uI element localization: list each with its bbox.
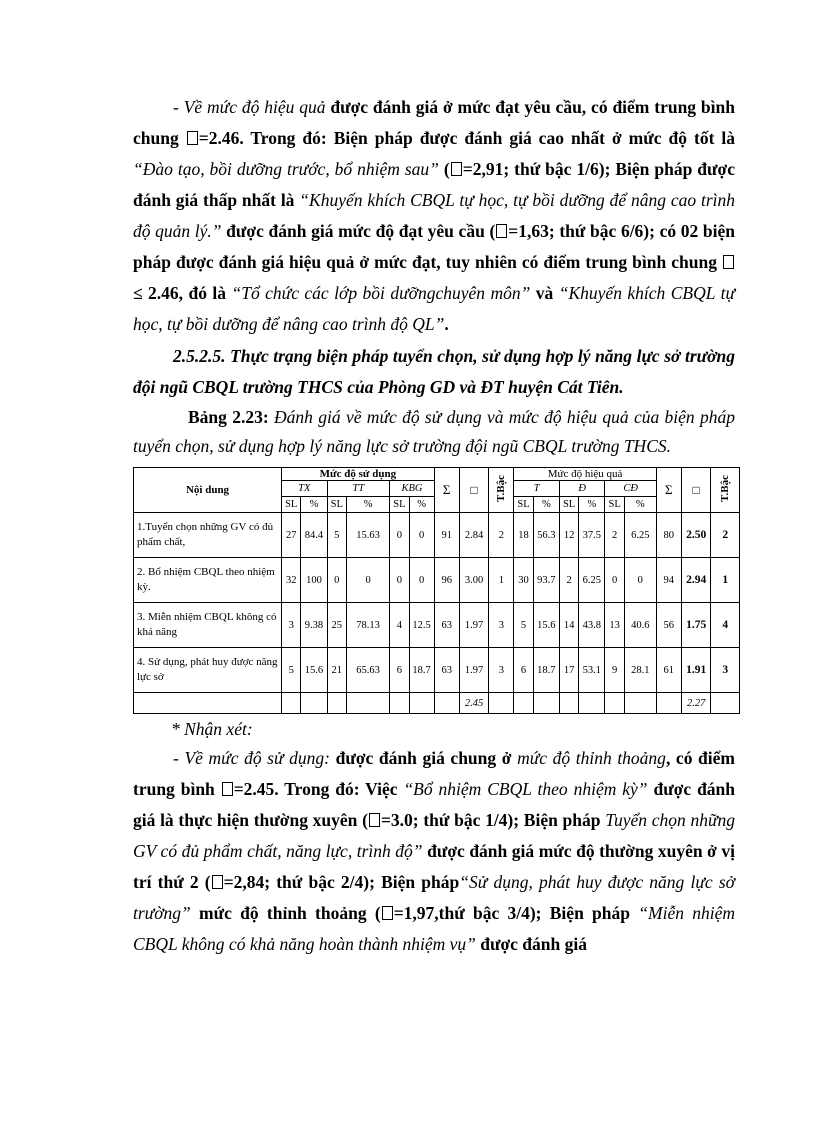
effect-cell: 28.1 [624,648,656,693]
usage-cell: 5 [282,648,301,693]
effect-mean: 2.50 [681,513,711,558]
row-content: 4. Sử dụng, phát huy được năng lực sở [134,648,282,693]
table-caption: Bảng 2.23: Đánh giá về mức độ sử dụng và mức độ hiệu quả của biện pháp tuyển chọn, sử dụng hợp lý năng lực sở trường đội ngũ CBQL trường THCS. [133,407,736,456]
level-tt: TT [327,481,390,497]
mean-symbol [496,224,507,238]
effect-rank: 4 [711,603,740,648]
effect-cell: 9 [605,648,624,693]
effect-cell: 2 [605,513,624,558]
usage-cell: 0 [346,558,389,603]
section-heading: 2.5.2.5. Thực trạng biện pháp tuyển chọn, sử dụng hợp lý năng lực sở trường đội ngũ CBQL trường THCS của Phòng GD và ĐT huyện Cát Tiên. [133,346,735,397]
effect-mean: 2.94 [681,558,711,603]
document-page [133,92,735,960]
effect-cell: 40.6 [624,603,656,648]
effect-cell: 37.5 [579,513,605,558]
usage-cell: 0 [409,513,434,558]
effect-cell: 2 [559,558,578,603]
usage-rank: 1 [489,558,514,603]
note-label: * Nhận xét: [171,719,253,739]
usage-cell: 0 [390,513,409,558]
mean-symbol [451,162,462,176]
usage-sum: 96 [434,558,459,603]
usage-cell: 12.5 [409,603,434,648]
table-row [134,648,740,693]
effect-sum: 61 [656,648,681,693]
effect-cell: 13 [605,603,624,648]
usage-cell: 15.63 [346,513,389,558]
total-effect: 2.27 [681,693,711,714]
level-tx: TX [282,481,328,497]
effect-cell: 0 [605,558,624,603]
row-content: 1.Tuyển chọn những GV có đủ phẩm chất, [134,513,282,558]
usage-cell: 78.13 [346,603,389,648]
header-rank-effect: T.Bậc [711,468,740,513]
evaluation-table: Nội dung Mức độ sử dụng Σ □ T.Bậc Mức độ hiệu quả Σ □ T.Bậc TX TT KBG T Đ CĐ SL % SL % SL % SL % SL % SL % 1.Tuyển chọn những GV có đủ phẩm chất, 27 84.4 5 15.63 0 0 91 2.84 2 18 56.3 12 37.5 2 6.25 80 2.50 2 2. Bổ nhiệm CBQL theo nhiệm kỳ. 32 100 0 0 0 0 96 3.00 1 30 93.7 2 6.25 0 0 94 2.94 1 3. Miễn nhiệm CBQL không có khả năng 3 9.38 25 78.13 4 12.5 63 1.97 3 5 15.6 14 43.8 13 40.6 56 1.75 4 4. Sử dụng, phát huy được năng lực sở 5 15.6 21 65.63 6 18.7 63 1.97 3 6 18.7 17 53.1 9 28.1 61 1.91 3 2.45 2.27 [133,467,740,714]
effect-mean: 1.75 [681,603,711,648]
usage-rank: 2 [489,513,514,558]
effect-cell: 14 [559,603,578,648]
usage-cell: 3 [282,603,301,648]
effect-cell: 56.3 [533,513,559,558]
effect-cell: 12 [559,513,578,558]
usage-sum: 63 [434,648,459,693]
usage-cell: 15.6 [301,648,327,693]
header-mean-usage: □ [459,468,489,513]
usage-cell: 0 [409,558,434,603]
effect-cell: 18 [514,513,533,558]
effect-cell: 6 [514,648,533,693]
header-effect: Mức độ hiệu quả [514,468,656,481]
effect-cell: 17 [559,648,578,693]
mean-symbol [723,255,734,269]
usage-mean: 1.97 [459,603,489,648]
usage-cell: 6 [390,648,409,693]
effect-mean: 1.91 [681,648,711,693]
table-row [134,558,740,603]
effect-rank: 1 [711,558,740,603]
effect-cell: 43.8 [579,603,605,648]
usage-mean: 3.00 [459,558,489,603]
usage-mean: 2.84 [459,513,489,558]
mean-symbol [382,906,393,920]
table-row [134,603,740,648]
usage-sum: 91 [434,513,459,558]
mean-symbol [187,131,198,145]
header-content: Nội dung [134,468,282,513]
usage-cell: 27 [282,513,301,558]
effect-cell: 5 [514,603,533,648]
paragraph-usage: - Về mức độ sử dụng: được đánh giá chung ở mức độ thỉnh thoảng, có điểm trung bình =2.45. Trong đó: Việc “Bổ nhiệm CBQL theo nhiệm kỳ” được đánh giá là thực hiện thường xuyên ( =3.0; thứ bậc 1/4); Biện pháp Tuyển chọn những GV có đủ phẩm chất, năng lực, trình độ” được đánh giá mức độ thường xuyên ở vị trí thứ 2 ( =2,84; thứ bậc 2/4); Biện pháp“Sử dụng, phát huy được năng lực sở trường” mức độ thỉnh thoảng ( =1,97,thứ bậc 3/4); Biện pháp “Miễn nhiệm CBQL không có khả năng hoàn thành nhiệm vụ” được đánh giá [133,748,736,954]
usage-cell: 100 [301,558,327,603]
effect-sum: 56 [656,603,681,648]
effect-rank: 2 [711,513,740,558]
usage-cell: 18.7 [409,648,434,693]
effect-cell: 93.7 [533,558,559,603]
header-mean-effect: □ [681,468,711,513]
usage-sum: 63 [434,603,459,648]
usage-mean: 1.97 [459,648,489,693]
usage-cell: 25 [327,603,346,648]
effect-cell: 6.25 [579,558,605,603]
lead-text: - Về mức độ hiệu quả [173,97,326,117]
header-usage: Mức độ sử dụng [282,468,435,481]
usage-cell: 65.63 [346,648,389,693]
header-sum-usage: Σ [434,468,459,513]
usage-cell: 32 [282,558,301,603]
level-t: T [514,481,560,497]
header-rank-usage: T.Bậc [489,468,514,513]
usage-cell: 9.38 [301,603,327,648]
table-row [134,513,740,558]
row-content: 3. Miễn nhiệm CBQL không có khả năng [134,603,282,648]
effect-sum: 80 [656,513,681,558]
effect-sum: 94 [656,558,681,603]
level-d: Đ [559,481,605,497]
effect-cell: 0 [624,558,656,603]
effect-cell: 15.6 [533,603,559,648]
usage-cell: 84.4 [301,513,327,558]
effect-cell: 18.7 [533,648,559,693]
effect-cell: 53.1 [579,648,605,693]
level-kbg: KBG [390,481,434,497]
usage-rank: 3 [489,648,514,693]
usage-cell: 0 [390,558,409,603]
mean-symbol [212,875,223,889]
mean-symbol [369,813,380,827]
mean-symbol [222,782,233,796]
table-total-row [134,693,740,714]
header-sum-effect: Σ [656,468,681,513]
usage-cell: 0 [327,558,346,603]
usage-cell: 21 [327,648,346,693]
row-content: 2. Bổ nhiệm CBQL theo nhiệm kỳ. [134,558,282,603]
usage-cell: 4 [390,603,409,648]
usage-rank: 3 [489,603,514,648]
total-usage: 2.45 [459,693,489,714]
level-cd: CĐ [605,481,656,497]
effect-cell: 6.25 [624,513,656,558]
usage-cell: 5 [327,513,346,558]
effect-cell: 30 [514,558,533,603]
effect-rank: 3 [711,648,740,693]
paragraph-effectiveness: - Về mức độ hiệu quả được đánh giá ở mức đạt yêu cầu, có điểm trung bình chung =2.46. Trong đó: Biện pháp được đánh giá cao nhất ở mức độ tốt là “Đào tạo, bồi dưỡng trước, bổ nhiệm sau” ( =2,91; thứ bậc 1/6); Biện pháp được đánh giá thấp nhất là “Khuyến khích CBQL tự học, tự bồi dưỡng để nâng cao trình độ quản lý.” được đánh giá mức độ đạt yêu cầu ( =1,63; thứ bậc 6/6); có 02 biện pháp được đánh giá hiệu quả ở mức đạt, tuy nhiên có điểm trung bình chung ≤ 2.46, đó là “Tổ chức các lớp bồi dưỡngchuyên môn” và “Khuyến khích CBQL tự học, tự bồi dưỡng để nâng cao trình độ QL”. [133,97,736,334]
